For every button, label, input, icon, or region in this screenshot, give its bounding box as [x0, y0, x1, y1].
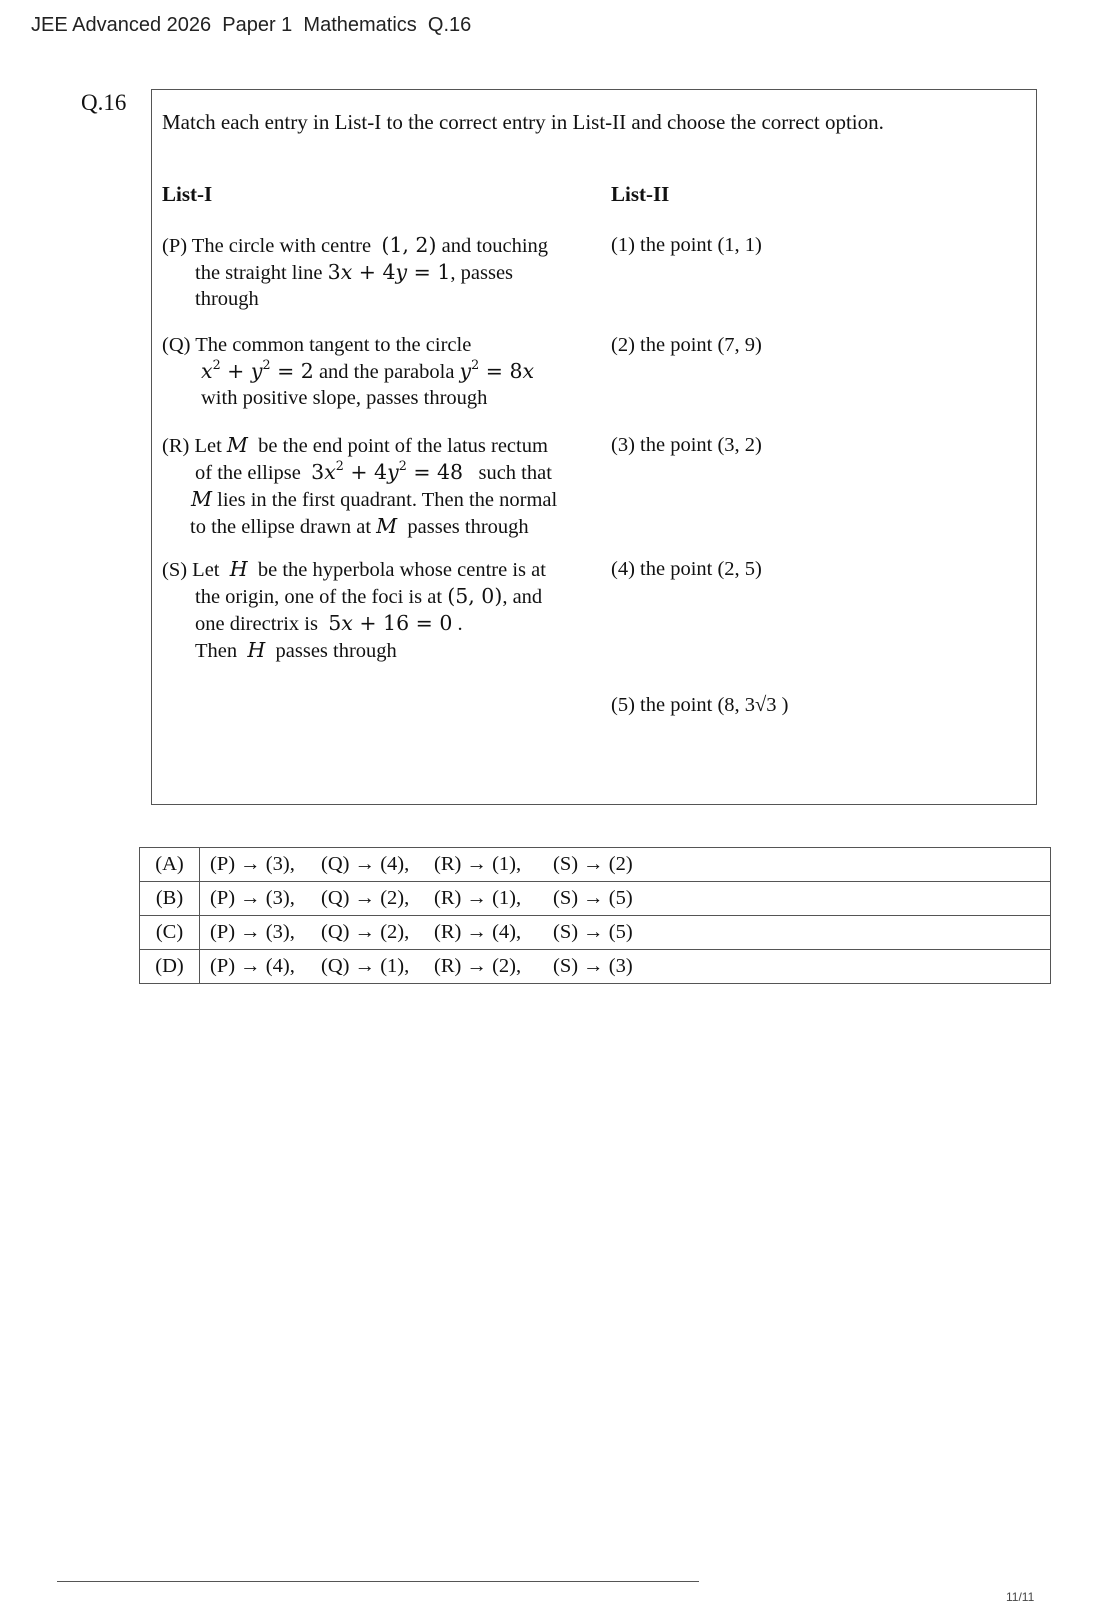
option-row-a[interactable] [140, 848, 1051, 882]
option-row-c[interactable] [140, 916, 1051, 950]
list2-item-4: (4) the point (2, 5) [611, 558, 762, 580]
question-number: Q.16 [81, 90, 127, 115]
mapping-s: (S) → (2) [553, 853, 633, 875]
list2-heading: List-II [611, 182, 670, 206]
option-mapping [200, 848, 1051, 882]
list1-item-p: (P) The circle with centre (1, 2) and touching the straight line 3x + 4y = 1, passes through [162, 233, 549, 310]
question-box [151, 89, 1037, 805]
mapping-r: (R) → (1), [434, 853, 522, 875]
mapping-s: (S) → (3) [553, 955, 633, 977]
option-label: (C) [140, 916, 200, 950]
option-mapping [200, 916, 1051, 950]
list2-item-3: (3) the point (3, 2) [611, 434, 762, 456]
list1-heading: List-I [162, 182, 213, 206]
list1-item-s: (S) Let H be the hyperbola whose centre is at the origin, one of the foci is at (5, 0), and one directrix is 5x + 16 = 0 . Then H passes through [162, 557, 546, 662]
mapping-r: (R) → (4), [434, 921, 522, 943]
option-row-b[interactable] [140, 882, 1051, 916]
mapping-s: (S) → (5) [553, 887, 633, 909]
list2-item-1: (1) the point (1, 1) [611, 234, 762, 256]
mapping-q: (Q) → (2), [321, 921, 410, 943]
mapping-p: (P) → (3), [210, 887, 295, 909]
list2-item-2: (2) the point (7, 9) [611, 334, 762, 356]
mapping-q: (Q) → (4), [321, 853, 410, 875]
mapping-q: (Q) → (2), [321, 887, 410, 909]
option-label: (B) [140, 882, 200, 916]
answer-options-table [139, 847, 1051, 984]
option-row-d[interactable] [140, 950, 1051, 984]
list2-item-5: (5) the point (8, 3√3 ) [611, 694, 789, 716]
mapping-s: (S) → (5) [553, 921, 633, 943]
option-mapping [200, 950, 1051, 984]
option-label: (D) [140, 950, 200, 984]
mapping-p: (P) → (3), [210, 921, 295, 943]
list1-item-r: (R) Let M be the end point of the latus rectum of the ellipse $3x^2 + 4y^2 = 48$ such that M lies in the first quadrant. Then the normal to the ellipse drawn at M passes through [162, 433, 558, 538]
mapping-r: (R) → (2), [434, 955, 522, 977]
mapping-q: (Q) → (1), [321, 955, 410, 977]
mapping-p: (P) → (4), [210, 955, 295, 977]
option-mapping [200, 882, 1051, 916]
mapping-p: (P) → (3), [210, 853, 295, 875]
page-number: 11/11 [1006, 1590, 1035, 1604]
footer-divider [57, 1581, 699, 1582]
question-stem: Match each entry in List-I to the correct entry in List-II and choose the correct option. [162, 110, 884, 134]
mapping-r: (R) → (1), [434, 887, 522, 909]
page-header: JEE Advanced 2026 Paper 1 Mathematics Q.16 [31, 14, 472, 36]
list1-item-q: (Q) The common tangent to the circle $x^2 + y^2 = 2$ and the parabola $y^2 = 8x$ with positive slope, passes through [162, 334, 535, 409]
option-label: (A) [140, 848, 200, 882]
